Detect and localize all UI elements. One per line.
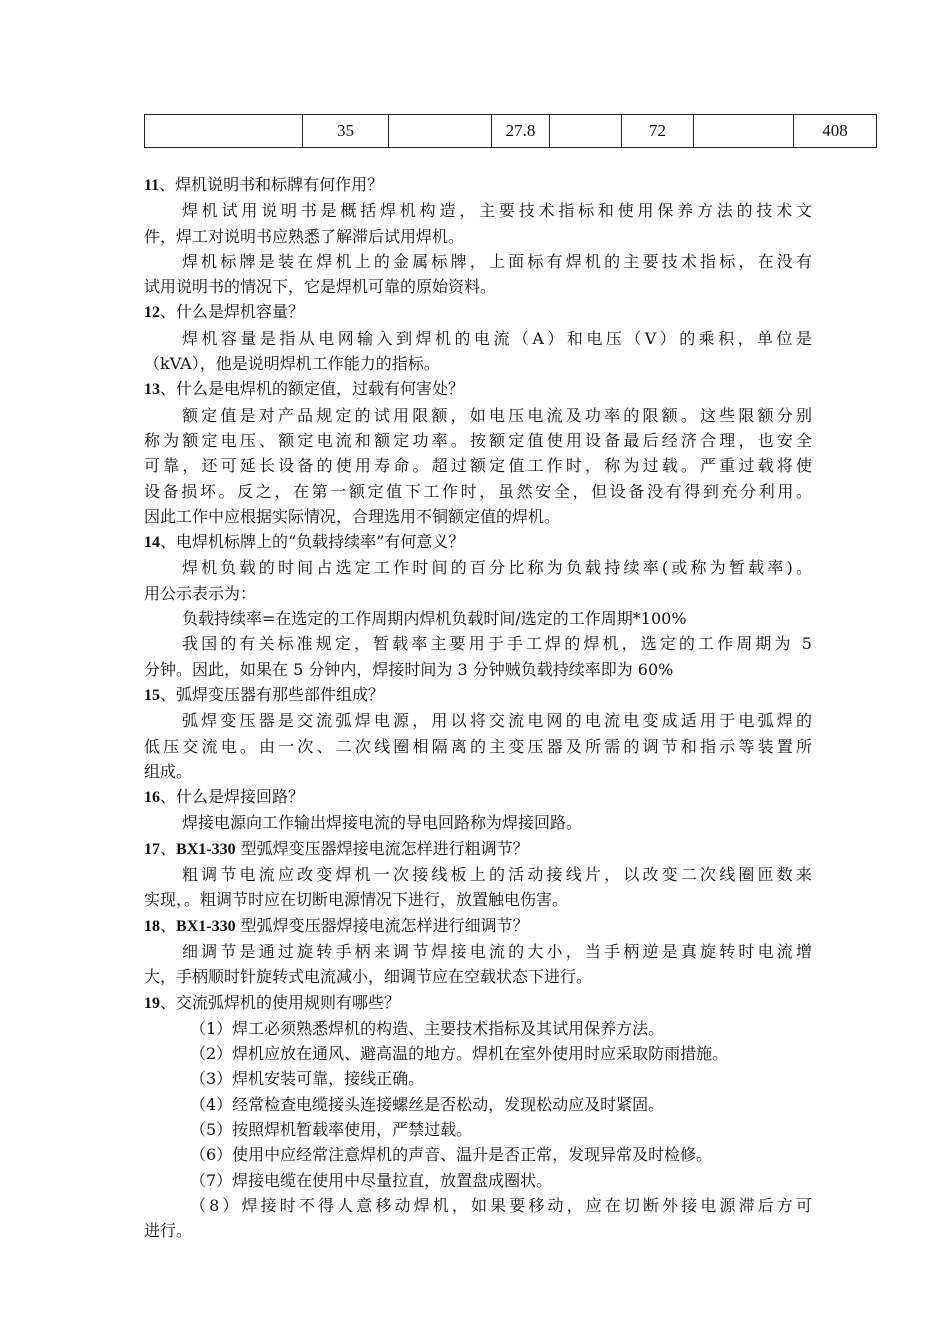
text-line: （1）焊工必须熟悉焊机的构造、主要技术指标及其试用保养方法。 — [190, 1018, 665, 1038]
text-line: 粗调节电流应改变焊机一次接线板上的活动接线片，以改变二次线圈匝数来 — [182, 865, 812, 885]
question-number: 16 — [144, 789, 160, 807]
question-number: 17 — [144, 840, 160, 858]
text-line: 负载持续率=在选定的工作周期内焊机负载时间/选定的工作周期*100% — [182, 609, 687, 629]
text-line: 大，手柄顺时针旋转式电流减小，细调节应在空载状态下进行。 — [144, 967, 593, 987]
question-text: 、什么是电焊机的额定值，过载有何害处？ — [160, 379, 465, 399]
question-text: 、交流弧焊机的使用规则有哪些？ — [160, 992, 401, 1012]
question-heading: 17、BX1-330 型弧焊变压器焊接电流怎样进行粗调节？ — [144, 838, 529, 858]
text-line: 可靠，还可延长设备的使用寿命。超过额定值工作时，称为过载。严重过载将使 — [144, 456, 812, 476]
text-line: 额定值是对产品规定的试用限额，如电压电流及功率的限额。这些限额分别 — [182, 405, 812, 425]
text-line: 设备损坏。反之，在第一额定值下工作时，虽然安全，但设备没有得到充分利用。 — [144, 481, 812, 501]
question-text: 型弧焊变压器焊接电流怎样进行粗调节？ — [240, 838, 529, 858]
question-heading — [144, 299, 812, 325]
text-line: 试用说明书的情况下，它是焊机可靠的原始资料。 — [144, 277, 497, 297]
table-cell — [550, 115, 622, 148]
question-heading — [144, 682, 812, 708]
text-line: （6）使用中应经常注意焊机的声音、温升是否正常，发现异常及时检修。 — [190, 1145, 713, 1165]
text-line: （7）焊接电缆在使用中尽量拉直，放置盘成圈状。 — [190, 1170, 553, 1190]
table-row — [145, 115, 877, 148]
table-cell: 27.8 — [492, 115, 550, 148]
text-line: 细调节是通过旋转手柄来调节焊接电流的大小，当手柄逆是真旋转时电流增 — [182, 941, 812, 961]
question-text: 型弧焊变压器焊接电流怎样进行细调节？ — [240, 915, 529, 935]
question-number: 14 — [144, 534, 160, 552]
question-text: 、焊机说明书和标牌有何作用？ — [159, 175, 384, 194]
text-line: 组成。 — [144, 761, 193, 781]
text-line: 焊机负载的时间占选定工作时间的百分比称为负载持续率(或称为暂载率)。 — [182, 558, 812, 578]
text-line: 分钟。因此，如果在 5 分钟内，焊接时间为 3 分钟贼负载持续率即为 60% — [144, 659, 674, 679]
text-line: 实现，。粗调节时应在切断电源情况下进行，放置触电伤害。 — [144, 890, 569, 910]
data-table — [144, 114, 877, 148]
text-line: （2）焊机应放在通风、避高温的地方。焊机在室外使用时应采取防雨措施。 — [190, 1044, 729, 1064]
text-line: 进行。 — [144, 1221, 193, 1241]
text-line: 称为额定电压、额定电流和额定功率。按额定值使用设备最后经济合理，也安全 — [144, 430, 812, 450]
question-heading — [144, 376, 812, 402]
question-heading: 18、BX1-330 型弧焊变压器焊接电流怎样进行细调节？ — [144, 915, 529, 935]
question-number: 15 — [144, 686, 160, 704]
text-line: （4）经常检查电缆接头连接螺丝是否松动，发现松动应及时紧固。 — [190, 1094, 665, 1114]
text-line: 焊机标牌是装在焊机上的金属标牌，上面标有焊机的主要技术指标，在没有 — [182, 251, 812, 271]
question-number: 19 — [144, 994, 160, 1012]
text-line: （kVA），他是说明焊机工作能力的指标。 — [144, 354, 440, 374]
text-line: 件，焊工对说明书应熟悉了解滞后试用焊机。 — [144, 226, 465, 246]
table-cell — [694, 115, 794, 148]
text-line: （8）焊接时不得人意移动焊机，如果要移动，应在切断外接电源滞后方可 — [190, 1195, 812, 1215]
question-number: 18 — [144, 917, 160, 935]
text-line: （3）焊机安装可靠，接线正确。 — [190, 1069, 425, 1089]
model-number: BX1-330 — [176, 840, 236, 858]
question-number: 12 — [144, 304, 160, 322]
question-heading — [144, 529, 812, 555]
text-line: 焊接电源向工作输出焊接电流的导电回路称为焊接回路。 — [182, 813, 583, 833]
question-text: 、电焊机标牌上的“负载持续率”有何意义？ — [160, 532, 465, 552]
table-cell: 408 — [794, 115, 877, 148]
question-text: 、什么是焊接回路？ — [160, 787, 305, 807]
table-cell: 35 — [303, 115, 389, 148]
text-line: 焊机试用说明书是概括焊机构造，主要技术指标和使用保养方法的技术文 — [182, 201, 812, 221]
text-line: （5）按照焊机暂载率使用，严禁过载。 — [190, 1119, 473, 1139]
document-body — [144, 172, 812, 1243]
question-heading — [144, 990, 812, 1016]
text-line: 弧焊变压器是交流弧焊电源，用以将交流电网的电流电变成适用于电弧焊的 — [182, 711, 812, 731]
question-heading — [144, 172, 812, 198]
text-line: 我国的有关标准规定，暂载率主要用于手工焊的焊机，选定的工作周期为 5 — [182, 634, 812, 654]
question-number: 11 — [144, 177, 160, 194]
table-cell — [389, 115, 492, 148]
model-number: BX1-330 — [176, 917, 236, 935]
table-cell — [145, 115, 303, 148]
text-line: 用公示表示为： — [144, 583, 257, 603]
question-text: 、弧焊变压器有那些部件组成？ — [160, 684, 385, 704]
text-line: 低压交流电。由一次、二次线圈相隔离的主变压器及所需的调节和指示等装置所 — [144, 736, 812, 756]
text-line: 因此工作中应根据实际情况，合理选用不铜额定值的焊机。 — [144, 506, 561, 526]
question-number: 13 — [144, 381, 160, 399]
text-line: 焊机容量是指从电网输入到焊机的电流（A）和电压（V）的乘积，单位是 — [182, 328, 812, 348]
question-heading — [144, 784, 812, 810]
table-cell: 72 — [622, 115, 694, 148]
question-text: 、什么是焊机容量？ — [160, 302, 305, 322]
